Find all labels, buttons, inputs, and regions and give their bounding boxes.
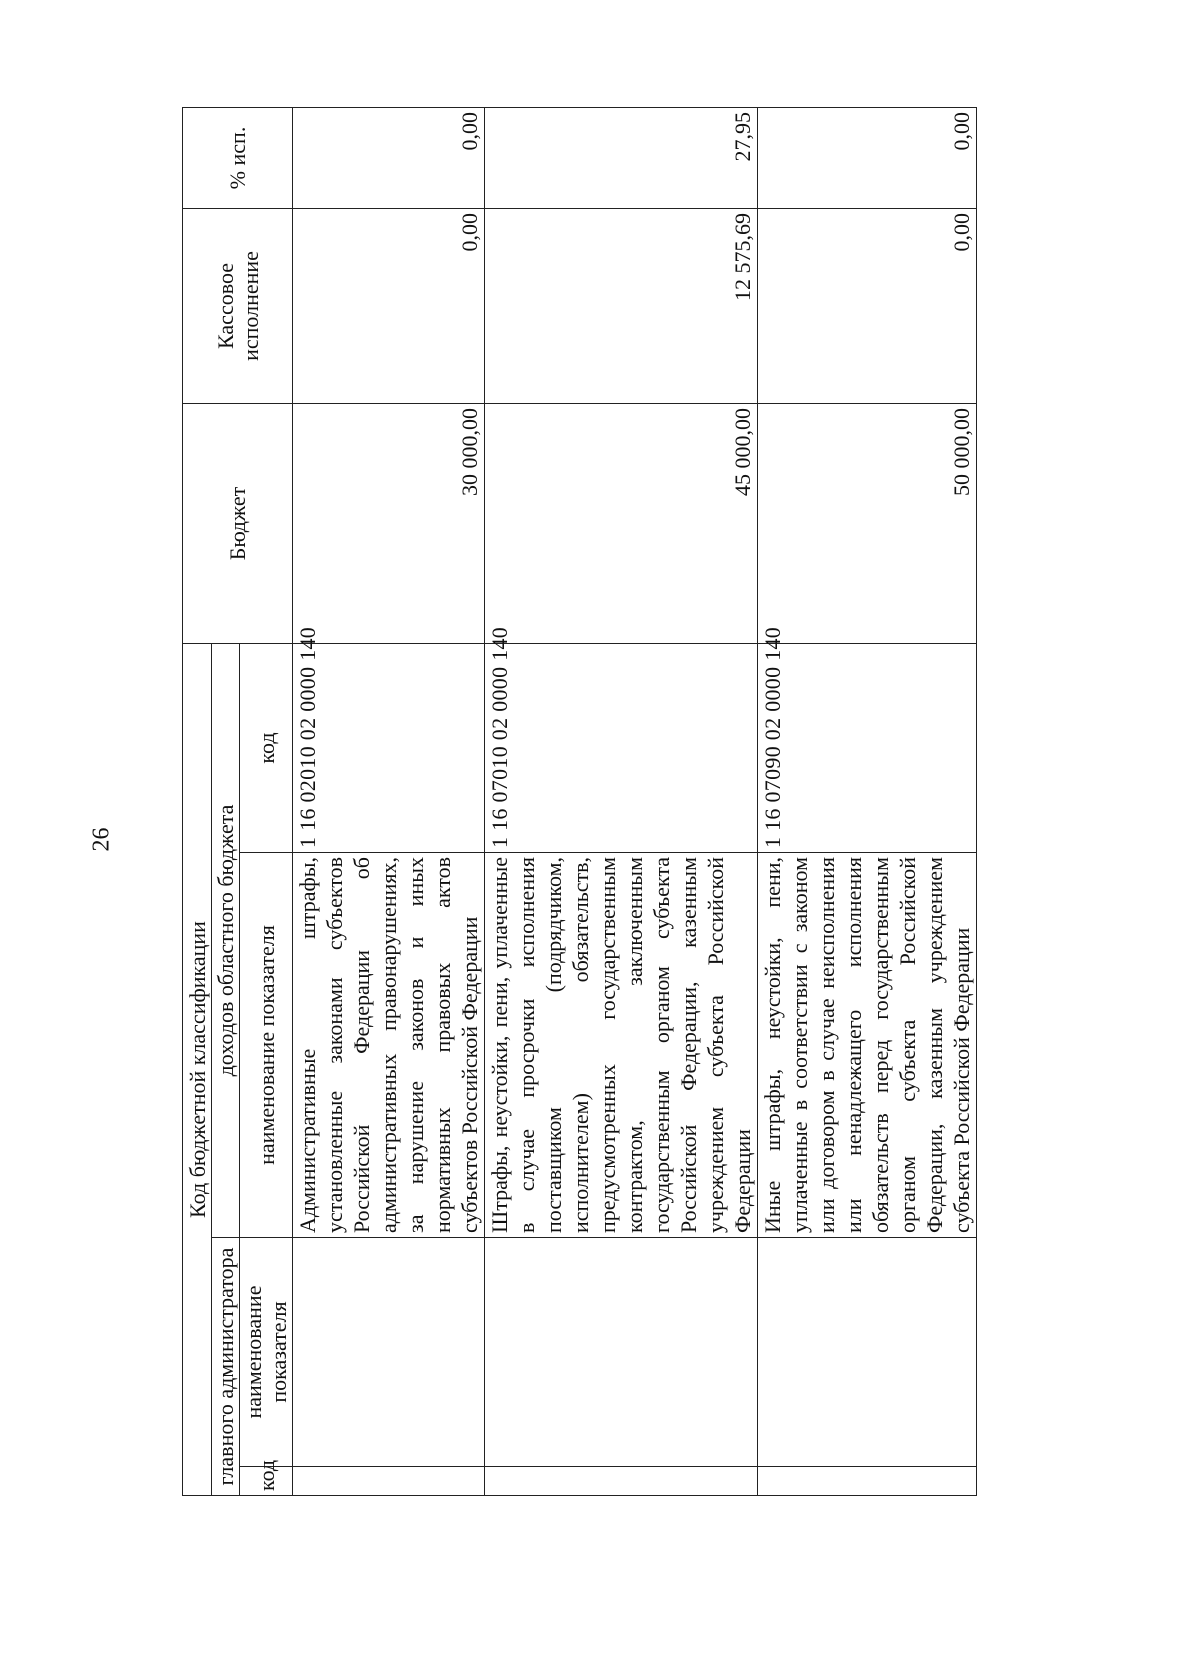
- admin-code-cell: [758, 1467, 977, 1496]
- budget-cell: 45 000,00: [485, 403, 758, 643]
- percent-cell: 0,00: [293, 107, 485, 208]
- indicator-name-cell: Административные штрафы, установленные законами субъектов Российской Федерации об административных правонарушениях, за нарушение законов и иных нормативных правовых актов субъектов Российской Федерации: [293, 853, 485, 1238]
- revenue-code-cell: 1 16 02010 02 0000 140: [293, 643, 485, 852]
- header-revenue-name: наименование показателя: [240, 853, 293, 1238]
- admin-name-cell: [293, 1238, 485, 1467]
- header-classification: Код бюджетной классификации: [183, 643, 212, 1495]
- header-chief-admin: главного администратора: [212, 1238, 240, 1496]
- budget-cell: 50 000,00: [758, 403, 977, 643]
- cash-execution-cell: 0,00: [293, 208, 485, 403]
- indicator-name-cell: Штрафы, неустойки, пени, уплаченные в случае просрочки исполнения поставщиком (подрядчиком, исполнителем) обязательств, предусмотренных государственным контрактом, заключенным государственным органом субъекта Российской Федерации, казенным учреждением субъекта Российской Федерации: [485, 853, 758, 1238]
- admin-name-cell: [758, 1238, 977, 1467]
- header-revenue: доходов областного бюджета: [212, 643, 240, 1237]
- table-row: [758, 107, 977, 1495]
- budget-table: [182, 107, 977, 1496]
- header-admin-name: наименование показателя: [240, 1238, 293, 1467]
- header-admin-code: код: [240, 1467, 293, 1496]
- indicator-name-cell: Иные штрафы, неустойки, пени, уплаченные в соответствии с законом или договором в случае неисполнения или ненадлежащего исполнения обязательств перед государственным органом субъекта Российской Федерации, казенным учреждением субъекта Российской Федерации: [758, 853, 977, 1238]
- header-percent: % исп.: [183, 107, 293, 208]
- cash-execution-cell: 0,00: [758, 208, 977, 403]
- revenue-code-cell: 1 16 07090 02 0000 140: [758, 643, 977, 852]
- page-number: 26: [88, 827, 115, 852]
- header-revenue-code: код: [240, 643, 293, 852]
- table-row: [485, 107, 758, 1495]
- table-row: [293, 107, 485, 1495]
- header-cash-execution: Кассовое исполнение: [183, 208, 293, 403]
- admin-code-cell: [485, 1467, 758, 1496]
- rotated-table-wrapper: [182, 108, 974, 1496]
- cash-execution-cell: 12 575,69: [485, 208, 758, 403]
- admin-code-cell: [293, 1467, 485, 1496]
- percent-cell: 27,95: [485, 107, 758, 208]
- budget-cell: 30 000,00: [293, 403, 485, 643]
- revenue-code-cell: 1 16 07010 02 0000 140: [485, 643, 758, 852]
- admin-name-cell: [485, 1238, 758, 1467]
- percent-cell: 0,00: [758, 107, 977, 208]
- header-budget: Бюджет: [183, 403, 293, 643]
